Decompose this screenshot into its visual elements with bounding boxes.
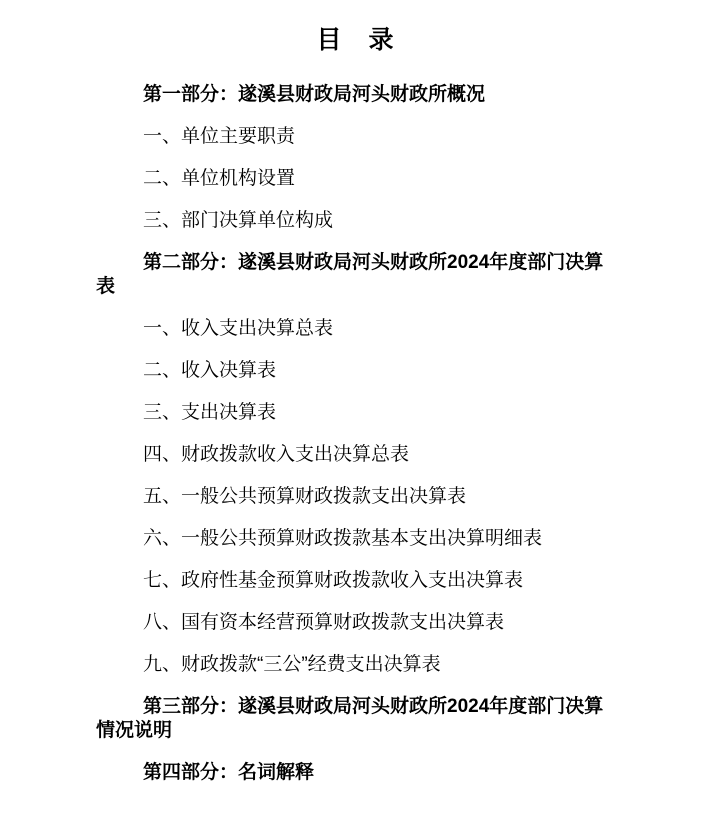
toc-entry: 一、单位主要职责 (143, 126, 296, 147)
toc-entry: 三、部门决算单位构成 (143, 210, 334, 231)
toc-part-heading: 第三部分：遂溪县财政局河头财政所2024年度部门决算情况说明 (96, 696, 604, 741)
toc-part-heading: 第二部分：遂溪县财政局河头财政所2024年度部门决算表 (96, 252, 604, 297)
toc-entry: 七、政府性基金预算财政拨款收入支出决算表 (143, 570, 524, 591)
page-title: 目 录 (316, 26, 395, 54)
toc-entry: 五、一般公共预算财政拨款支出决算表 (143, 486, 467, 507)
toc-entry: 二、收入决算表 (143, 360, 277, 381)
toc-entry: 八、国有资本经营预算财政拨款支出决算表 (143, 612, 505, 633)
toc-entry: 一、收入支出决算总表 (143, 318, 334, 339)
toc-list (96, 83, 615, 785)
toc-part-heading: 第四部分：名词解释 (143, 762, 315, 783)
toc-entry: 二、单位机构设置 (143, 168, 296, 189)
toc-entry: 四、财政拨款收入支出决算总表 (143, 444, 410, 465)
toc-entry: 九、财政拨款“三公”经费支出决算表 (143, 654, 441, 675)
toc-part-heading: 第一部分：遂溪县财政局河头财政所概况 (143, 84, 486, 105)
toc-entry: 六、一般公共预算财政拨款基本支出决算明细表 (143, 528, 543, 549)
toc-entry: 三、支出决算表 (143, 402, 277, 423)
